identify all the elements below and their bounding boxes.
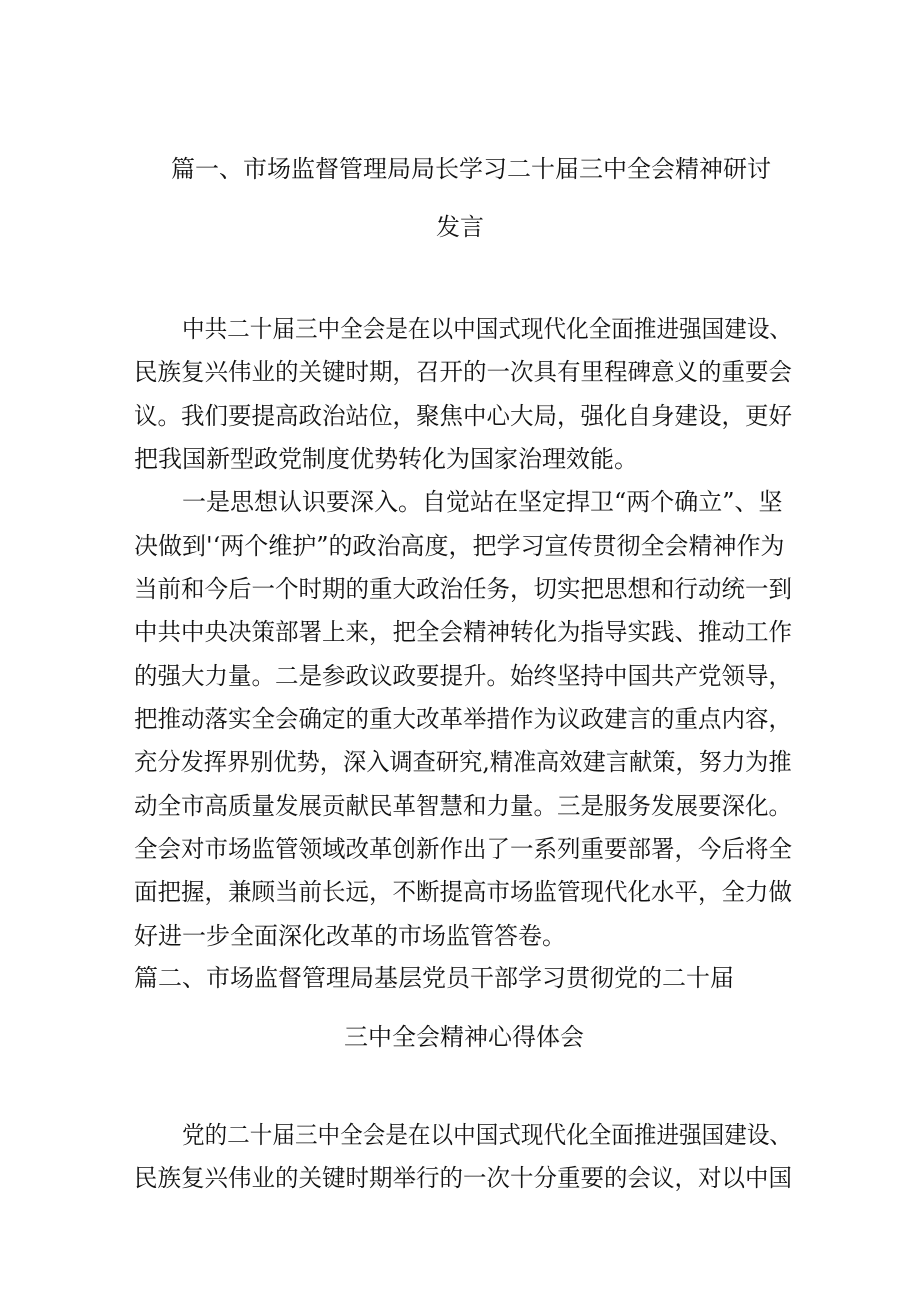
part2-title-line2: 三中全会精神心得体会 bbox=[344, 1023, 584, 1051]
part1-paragraph-line: 动全市高质量发展贡献民革智慧和力量。三是服务发展要深化。 bbox=[134, 792, 793, 820]
part2-paragraph-line: 党的二十届三中全会是在以中国式现代化全面推进强国建设、 bbox=[182, 1121, 793, 1149]
part1-paragraph-line: 全会对市场监管领域改革创新作出了一系列重要部署，今后将全 bbox=[134, 835, 793, 863]
part1-paragraph-line: 中共中央决策部署上来，把全会精神转化为指导实践、推动工作 bbox=[134, 618, 793, 646]
part1-paragraph-line: 当前和今后一个时期的重大政治任务，切实把思想和行动统一到 bbox=[134, 575, 793, 603]
part1-title-line2: 发言 bbox=[436, 213, 484, 241]
part1-title-line1: 篇一、市场监督管理局局长学习二十届三中全会精神研讨 bbox=[171, 155, 771, 183]
part1-paragraph-line: 面把握，兼顾当前长远，不断提高市场监管现代化水平，全力做 bbox=[134, 878, 793, 906]
part1-paragraph-line: 的强大力量。二是参政议政要提升。始终坚持中国共产党领导， bbox=[134, 662, 793, 690]
part2-paragraph-line: 民族复兴伟业的关键时期举行的一次十分重要的会议，对以中国 bbox=[134, 1164, 793, 1192]
part1-paragraph-line: 议。我们要提高政治站位，聚焦中心大局，强化自身建设，更好 bbox=[134, 402, 793, 430]
part1-paragraph-line: 中共二十届三中全会是在以中国式现代化全面推进强国建设、 bbox=[182, 315, 793, 343]
part1-paragraph-line: 把推动落实全会确定的重大改革举措作为议政建言的重点内容， bbox=[134, 705, 793, 733]
part1-paragraph-line: 充分发挥界别优势，深入调查研究,精准高效建言献策，努力为推 bbox=[134, 748, 792, 776]
part1-paragraph-line: 决做到'‘两个维护”的政治高度，把学习宣传贯彻全会精神作为 bbox=[134, 532, 785, 560]
part1-paragraph-line: 好进一步全面深化改革的市场监管答卷。 bbox=[134, 922, 566, 950]
part1-paragraph-line: 把我国新型政党制度优势转化为国家治理效能。 bbox=[134, 445, 638, 473]
part1-paragraph-line: 民族复兴伟业的关键时期，召开的一次具有里程碑意义的重要会 bbox=[134, 358, 793, 386]
part2-title-line1: 篇二、市场监督管理局基层党员干部学习贯彻党的二十届 bbox=[134, 964, 734, 992]
part1-paragraph-line: 一是思想认识要深入。自觉站在坚定捍卫“两个确立”、坚 bbox=[182, 488, 783, 516]
